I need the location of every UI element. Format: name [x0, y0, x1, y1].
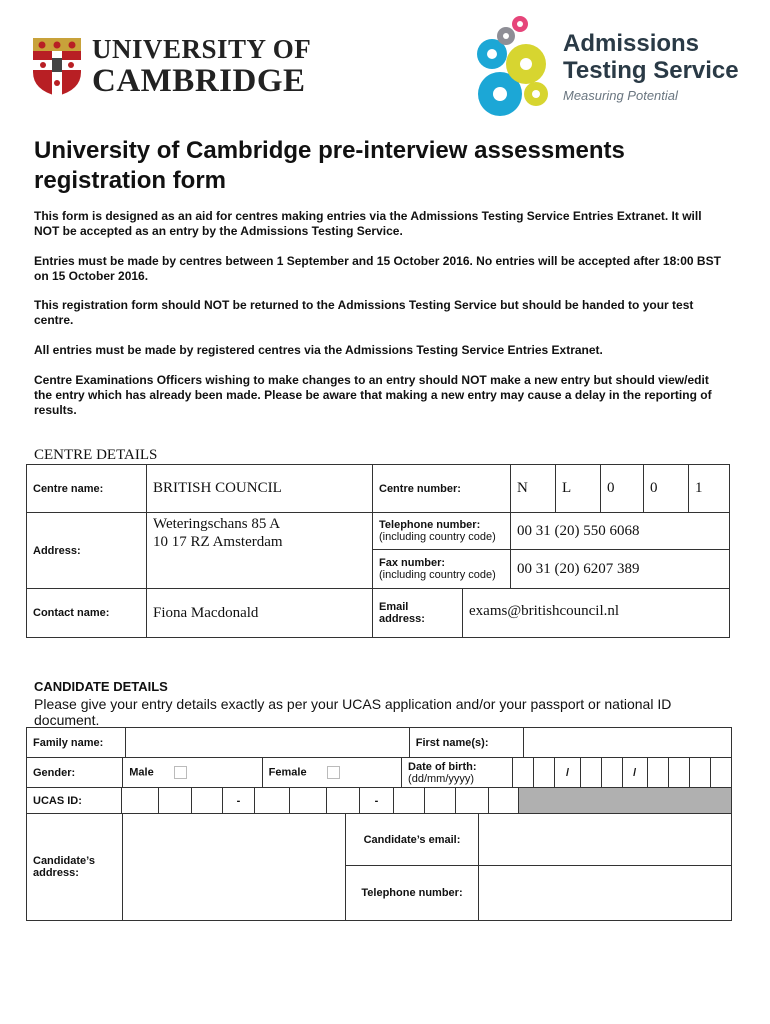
intro-paragraph-3: This registration form should NOT be returned to the Admissions Testing Service but should be handed to your test centre. [34, 298, 694, 327]
ucas-digit-box[interactable] [425, 788, 456, 814]
first-name-field[interactable] [523, 728, 731, 758]
ucas-digit-box[interactable] [290, 788, 327, 814]
ucas-digit-box[interactable] [191, 788, 222, 814]
ucas-digit-box[interactable] [159, 788, 192, 814]
ucas-separator: - [222, 788, 255, 814]
female-option[interactable] [262, 758, 401, 788]
dob-digit-box[interactable] [580, 758, 601, 788]
intro-paragraph-4: All entries must be made by registered centres via the Admissions Testing Service Entries Extranet. [34, 343, 603, 357]
ats-wordmark [563, 32, 739, 102]
candidate-address-field[interactable] [123, 814, 346, 921]
contact-name-label: Contact name: [27, 589, 147, 638]
centre-number-box[interactable]: 0 [601, 465, 644, 513]
page-title: University of Cambridge pre-interview assessments registration form [34, 137, 625, 194]
candidate-gender-dob-table [26, 757, 732, 788]
ats-line2: Testing Service [563, 57, 739, 84]
address-line-1: Weteringschans 85 A [153, 516, 281, 532]
candidate-address-label [27, 814, 123, 921]
dob-digit-box[interactable] [710, 758, 731, 788]
dob-digit-box[interactable] [647, 758, 668, 788]
centre-number-box[interactable]: L [556, 465, 601, 513]
dob-digit-box[interactable] [601, 758, 622, 788]
intro-paragraph-1: This form is designed as an aid for centres making entries via the Admissions Testing Service Entries Extranet. It will NOT be accepted as an entry by the Admissions Testing Service. [34, 209, 702, 238]
cambridge-line1: UNIVERSITY OF [92, 34, 312, 64]
email-label-line1: Email [379, 601, 409, 613]
email-field[interactable]: exams@britishcouncil.nl [463, 589, 730, 638]
male-option[interactable] [123, 758, 262, 788]
fax-label-text: Fax number: [379, 557, 446, 569]
centre-number-box[interactable]: N [511, 465, 556, 513]
ucas-digit-box[interactable] [394, 788, 425, 814]
candidate-details-heading: CANDIDATE DETAILS [34, 679, 168, 694]
fax-label-sub: (including country code) [379, 569, 496, 581]
dob-separator: / [622, 758, 647, 788]
ucas-greyed-area [519, 788, 732, 814]
address-field[interactable] [147, 513, 373, 589]
candidate-email-label: Candidate’s email: [346, 814, 479, 866]
centre-number-label: Centre number: [373, 465, 511, 513]
intro-paragraph-5: Centre Examinations Officers wishing to make changes to an entry should NOT make a new entry but should view/edit the entry which has already been made. Please be aware that making a new entry may cause a delay in the reporting of results. [34, 373, 712, 417]
family-name-label: Family name: [27, 728, 126, 758]
centre-name-label: Centre name: [27, 465, 147, 513]
candidate-address-label-line1: Candidate’s [33, 855, 95, 867]
ucas-id-label: UCAS ID: [27, 788, 122, 814]
candidate-name-table [26, 727, 732, 758]
family-name-field[interactable] [125, 728, 409, 758]
female-label: Female [268, 766, 307, 779]
dob-digit-box[interactable] [668, 758, 689, 788]
gender-label: Gender: [27, 758, 123, 788]
first-name-label: First name(s): [409, 728, 523, 758]
ucas-digit-box[interactable] [255, 788, 290, 814]
candidate-instructions: Please give your entry details exactly as per your UCAS application and/or your passport or national ID document. [34, 696, 672, 728]
centre-name-field[interactable]: BRITISH COUNCIL [147, 465, 373, 513]
fax-label [373, 550, 511, 589]
email-label-line2: address: [379, 613, 425, 625]
intro-paragraph-2: Entries must be made by centres between 1 September and 15 October 2016. No entries will be accepted after 18:00 BST on 15 October 2016. [34, 254, 721, 283]
telephone-label-text: Telephone number: [379, 519, 481, 531]
dob-separator: / [555, 758, 580, 788]
ucas-digit-box[interactable] [326, 788, 359, 814]
dob-digit-box[interactable] [534, 758, 555, 788]
candidate-telephone-field[interactable] [479, 866, 732, 921]
dob-digit-box[interactable] [689, 758, 710, 788]
address-line-2: 10 17 RZ Amsterdam [153, 534, 283, 550]
cambridge-line2: CAMBRIDGE [92, 63, 306, 99]
fax-field[interactable]: 00 31 (20) 6207 389 [511, 550, 730, 589]
telephone-field[interactable]: 00 31 (20) 550 6068 [511, 513, 730, 550]
email-label [373, 589, 463, 638]
male-checkbox[interactable] [174, 766, 187, 779]
telephone-label [373, 513, 511, 550]
cambridge-shield-logo [33, 38, 81, 96]
male-label: Male [129, 766, 154, 779]
telephone-label-sub: (including country code) [379, 531, 496, 543]
candidate-email-field[interactable] [479, 814, 732, 866]
dob-label-sub: (dd/mm/yyyy) [408, 772, 475, 785]
contact-name-field[interactable]: Fiona Macdonald [147, 589, 373, 638]
ats-line1: Admissions [563, 30, 700, 57]
ucas-digit-box[interactable] [122, 788, 159, 814]
ats-tagline: Measuring Potential [563, 88, 678, 103]
centre-details-table [26, 464, 730, 638]
ucas-separator: - [359, 788, 394, 814]
dob-label-text: Date of birth: [408, 760, 477, 773]
candidate-address-label-line2: address: [33, 867, 79, 879]
ucas-digit-box[interactable] [455, 788, 488, 814]
address-label: Address: [27, 513, 147, 589]
dob-label [402, 758, 513, 788]
ats-circles-logo [468, 14, 558, 122]
ucas-digit-box[interactable] [488, 788, 519, 814]
candidate-contact-table [26, 813, 732, 921]
centre-number-box[interactable]: 1 [689, 465, 730, 513]
centre-details-heading: CENTRE DETAILS [34, 447, 158, 463]
candidate-ucas-table [26, 787, 732, 814]
dob-digit-box[interactable] [513, 758, 534, 788]
candidate-telephone-label: Telephone number: [346, 866, 479, 921]
cambridge-wordmark [92, 36, 311, 98]
centre-number-box[interactable]: 0 [644, 465, 689, 513]
female-checkbox[interactable] [327, 766, 340, 779]
